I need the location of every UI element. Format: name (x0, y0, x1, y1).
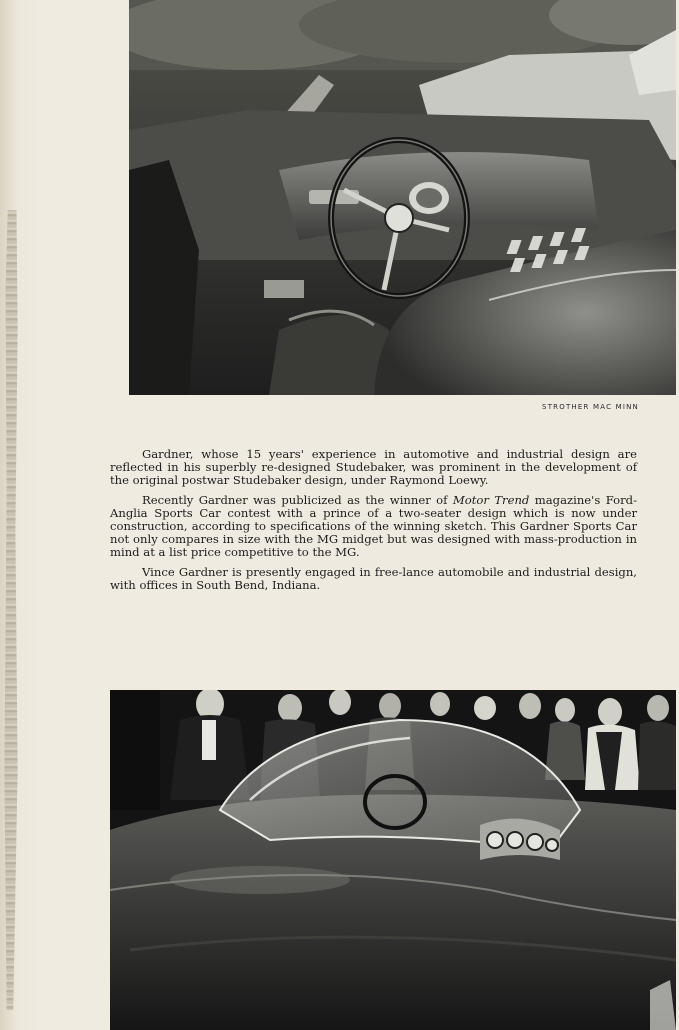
crowd-car-photo (110, 690, 676, 1030)
crowd-car-photo-image (110, 690, 676, 1030)
paragraph-2-before: Recently Gardner was publicized as the winner of (142, 492, 453, 507)
article-text (110, 448, 637, 598)
paragraph-1: Gardner, whose 15 years' experience in automotive and industrial design are reflected in his superbly re-designed Studebaker, was prominent in the development of the original postwar Studebaker design, under Raymond Loewy. (110, 447, 637, 488)
torn-binding-edge (0, 210, 22, 1010)
photo-credit: STROTHER MAC MINN (542, 403, 639, 411)
car-interior-photo-image (129, 0, 676, 395)
paragraph-2 (110, 494, 637, 560)
paragraph-2-after: magazine's Ford-Anglia Sports Car contest with a prince of a two-seater design which is now under construction, according to specifications of the winning sketch. This Gardner Sports Car not only compares in size with the MG midget but was designed with mass-production in mind at a list price competitive to the MG. (110, 492, 637, 560)
car-interior-photo (129, 0, 676, 395)
magazine-title: Motor Trend (452, 492, 530, 507)
paragraph-3: Vince Gardner is presently engaged in free-lance automobile and industrial design, with offices in South Bend, Indiana. (110, 564, 637, 592)
